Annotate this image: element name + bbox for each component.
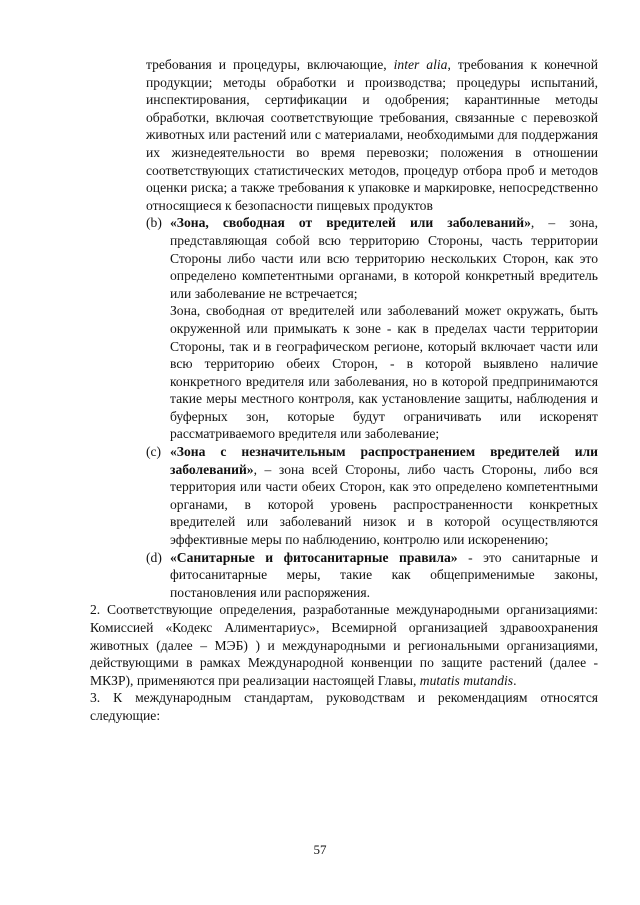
item-marker-c: (c) [146, 444, 162, 460]
paragraph-2-italic: mutatis mutandis [419, 672, 514, 688]
definition-b-continuation: Зона, свободная от вредителей или заболеваний может окружать, быть окруженной или примыкать к зоне - как в пределах части территории Стороны, так и в географическом регионе, который включает части или всю территорию обеих Сторон, - в которой выявлено наличие конкретного вредителя или заболевания, но в которой предпринимаются такие меры местного контроля, как установление защиты, наблюдения и буферных зон, которые будут ограничивать или искоренят рассматриваемого вредителя или заболевание; [170, 303, 598, 442]
paragraph-3-number: 3. [90, 690, 101, 706]
item-marker-b: (b) [146, 215, 162, 231]
definition-b-body: , – зона, представляющая собой всю территорию Стороны, часть территории Стороны либо части или всю территорию нескольких Сторон, как это определено компетентными органами, в которой конкретный вредитель или заболевание не встречается; [170, 215, 598, 301]
defined-term-b: «Зона, свободная от вредителей или заболеваний» [170, 215, 531, 231]
paragraph-2-text: Соответствующие определения, разработанные международными организациями: Комиссией «Кодекс Алиментариус», Всемирной организацией здравоохранения животных (далее – МЭБ) ) и международными и региональными организациями, действующими в рамках Международной конвенции по защите растений (далее - МКЗР), применяются при реализации настоящей Главы, [90, 602, 598, 688]
defined-term-c: «Зона с незначительным распространением вредителей или заболеваний» [170, 444, 598, 477]
document-body [90, 56, 598, 725]
intro-italic-term: inter alia [393, 57, 448, 72]
paragraph-2 [90, 601, 598, 689]
definition-c-body: , – зона всей Стороны, либо часть Стороны, либо вся территория или части обеих Сторон, как это определено компетентными органами, в которой уровень распространенности конкретных вредителей или заболеваний низок и в которой осуществляются эффективные меры по наблюдению, контролю или искоренению; [170, 461, 598, 548]
intro-text: требования и процедуры, включающие, [146, 57, 394, 72]
defined-term-d: «Санитарные и фитосанитарные правила» [170, 549, 458, 565]
page-number: 57 [313, 842, 327, 857]
definition-c-text [170, 443, 598, 549]
paragraph-2-number: 2. [90, 602, 101, 618]
paragraph-3 [90, 689, 598, 724]
definition-b-text [170, 214, 598, 302]
item-marker-d: (d) [146, 549, 162, 565]
definition-item-d [90, 549, 598, 602]
definition-d-text [170, 549, 598, 602]
intro-text-continued: , требования к конечной продукции; методы обработки и производства; процедуры испытаний, инспектирования, сертификации и одобрения; карантинные методы обработки, включая соответствующие требования, связанные с перевозкой животных или растений или с материалами, необходимыми для поддержания их жизнедеятельности во время перевозки; положения в отношении соответствующих статистических методов, процедур отбора проб и методов оценки риска; а также требования к упаковке и маркировке, непосредственно относящиеся к безопасности пищевых продуктов [146, 57, 598, 213]
paragraph-3-text: К международным стандартам, руководствам и рекомендациям относятся следующие: [90, 690, 598, 723]
intro-paragraph [90, 56, 598, 214]
definition-item-c [90, 443, 598, 549]
paragraph-2-end: . [513, 672, 517, 688]
definition-item-b [90, 214, 598, 443]
definition-d-body: - это санитарные и фитосанитарные меры, такие как общеприменимые законы, постановления или распоряжения. [170, 549, 598, 600]
